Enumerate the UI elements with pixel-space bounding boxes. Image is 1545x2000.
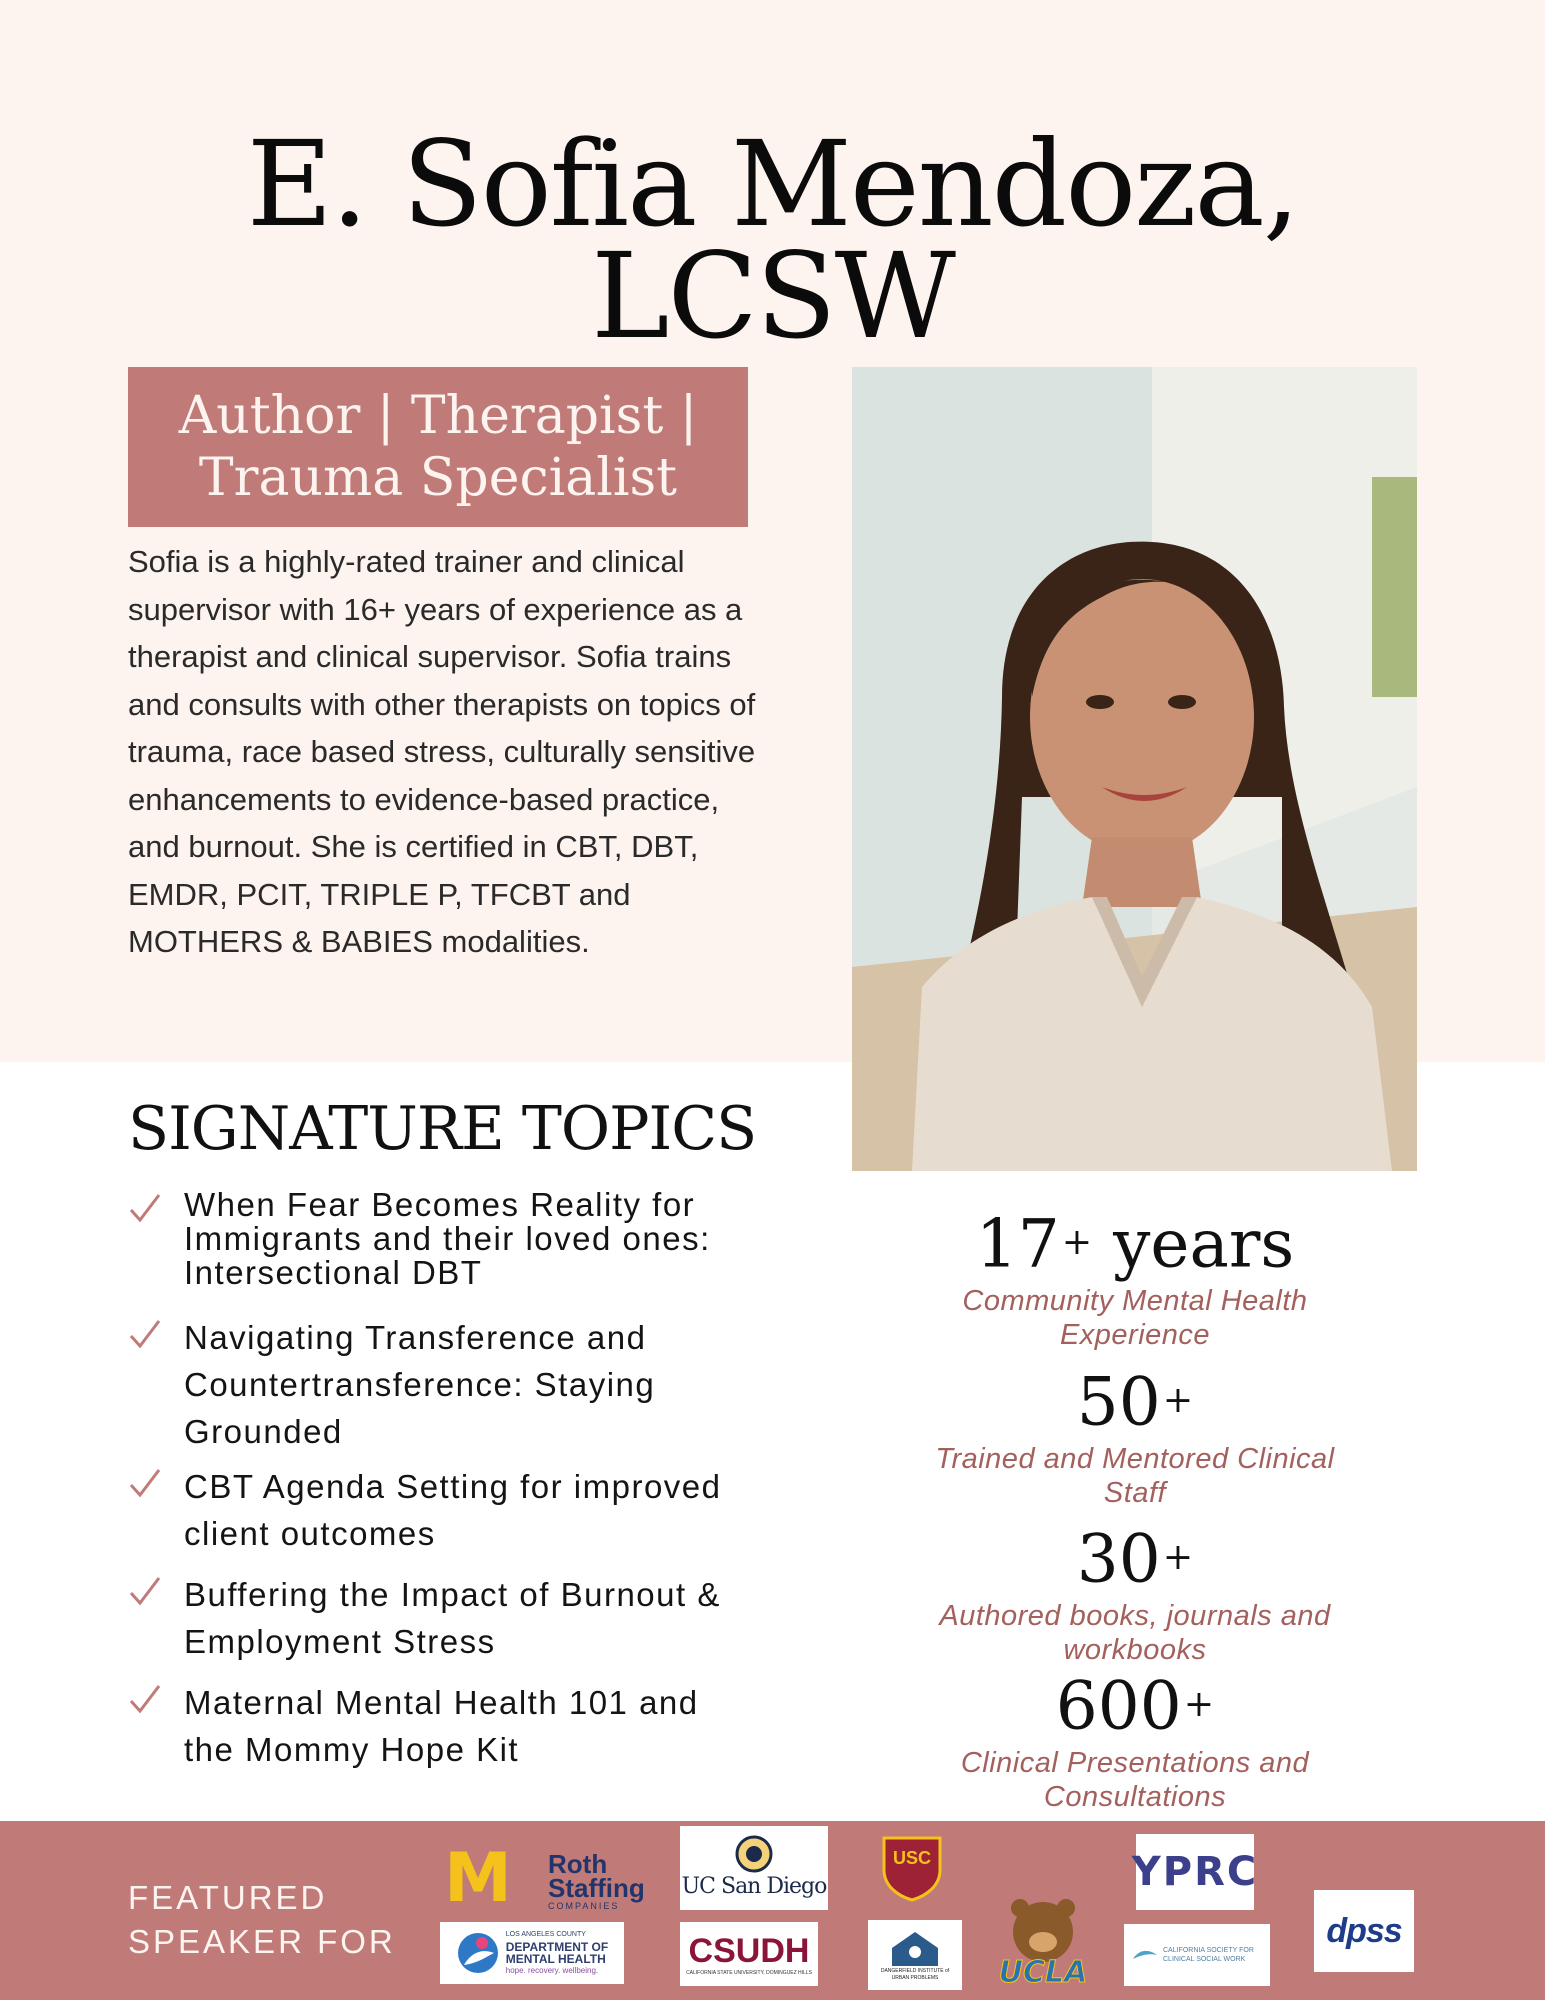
stat-plus: + [1162, 1378, 1194, 1421]
stat-label: Authored books, journals and workbooks [939, 1599, 1331, 1666]
list-item [128, 1188, 808, 1290]
stat-plus: + [1183, 1682, 1215, 1725]
topic-text: Buffering the Impact of Burnout & Employment Stress [184, 1576, 721, 1660]
mcdonalds-logo: M [444, 1839, 512, 1918]
cscsw-logo: CALIFORNIA SOCIETY FOR CLINICAL SOCIAL WORK [1124, 1924, 1270, 1986]
wave-icon [1131, 1941, 1159, 1969]
checkmark-icon [128, 1467, 162, 1501]
stat-label: Clinical Presentations and Consultations [960, 1746, 1310, 1813]
topic-text: CBT Agenda Setting for improved client outcomes [184, 1468, 722, 1552]
speaker-name-line2: LCSW [591, 227, 954, 365]
speaker-name [0, 115, 1545, 365]
topic-text: Maternal Mental Health 101 and the Mommy Hope Kit [184, 1684, 699, 1768]
stat-number: 17 [975, 1205, 1060, 1283]
checkmark-icon [128, 1192, 162, 1226]
topic-list [128, 1188, 808, 1773]
speaker-photo [852, 367, 1417, 1171]
stat-years [880, 1203, 1390, 1352]
signature-topics-heading: SIGNATURE TOPICS [128, 1094, 757, 1164]
stat-number: 50 [1076, 1363, 1161, 1441]
yprc-logo: YPRC [1136, 1834, 1254, 1910]
list-item [128, 1314, 808, 1455]
dangerfield-institute-logo: DANGERFIELD INSTITUTE of URBAN PROBLEMS [868, 1920, 962, 1990]
stat-label: Trained and Mentored Clinical Staff [935, 1442, 1335, 1509]
speaker-name-line1: E. Sofia Mendoza, [246, 115, 1299, 253]
dpss-logo: dpss [1314, 1890, 1414, 1972]
topic-text: Navigating Transference and Countertransference: Staying Grounded [184, 1319, 656, 1450]
house-icon [888, 1928, 942, 1968]
stat-plus: + [1162, 1535, 1194, 1578]
ucla-logo: UCLA [996, 1894, 1090, 1992]
featured-line2: SPEAKER FOR [128, 1923, 396, 1960]
stat-trained [880, 1361, 1390, 1510]
list-item [128, 1679, 808, 1773]
checkmark-icon [128, 1683, 162, 1717]
seal-icon [735, 1835, 773, 1873]
checkmark-icon [128, 1318, 162, 1352]
csudh-logo: CSUDH CALIFORNIA STATE UNIVERSITY, DOMINGUEZ HILLS [680, 1922, 818, 1986]
stat-suffix: years [1113, 1205, 1295, 1283]
la-county-dmh-logo: LOS ANGELES COUNTY DEPARTMENT OF MENTAL HEALTH hope. recovery. wellbeing. [440, 1922, 624, 1984]
person-icon [456, 1931, 500, 1975]
featured-line1: FEATURED [128, 1879, 328, 1916]
stat-number: 600 [1055, 1667, 1182, 1745]
role-line2: Trauma Specialist [198, 448, 678, 508]
role-line1: Author | Therapist | [178, 386, 698, 446]
role-banner [128, 367, 748, 527]
stat-authored [880, 1518, 1390, 1667]
roth-staffing-logo: Roth Staffing COMPANIES [548, 1849, 645, 1911]
bio-paragraph: Sofia is a highly-rated trainer and clinical supervisor with 16+ years of experience as a therapist and clinical supervisor. Sofia trains and consults with other therapists on topics of trauma, race based stress, culturally sensitive enhancements to evidence-based practice, and burnout. She is certified in CBT, DBT, EMDR, PCIT, TRIPLE P, TFCBT and MOTHERS & BABIES modalities. [128, 544, 756, 959]
list-item [128, 1571, 808, 1665]
usc-logo: USC [880, 1834, 944, 1902]
stat-presentations [880, 1665, 1390, 1814]
uc-san-diego-logo: UC San Diego [680, 1826, 828, 1910]
list-item [128, 1463, 808, 1557]
checkmark-icon [128, 1575, 162, 1609]
stat-plus: + [1061, 1220, 1093, 1263]
stat-number: 30 [1076, 1520, 1161, 1598]
topic-text: When Fear Becomes Reality for Immigrants and their loved ones: Intersectional DBT [184, 1186, 711, 1291]
stat-label: Community Mental Health Experience [962, 1284, 1308, 1351]
featured-speaker-label [128, 1876, 396, 1964]
